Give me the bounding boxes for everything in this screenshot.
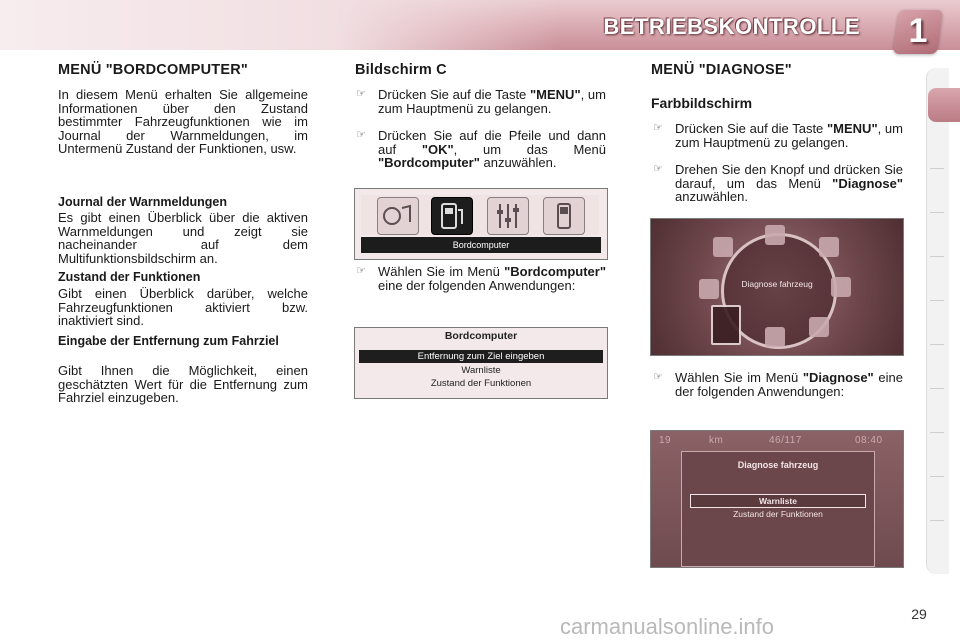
tab-divider xyxy=(930,168,944,169)
section-text-zustand: Gibt einen Überblick darüber, welche Fahrzeugfunktionen aktiviert bzw. inaktiviert sind. xyxy=(58,286,308,329)
col1-intro: In diesem Menü erhalten Sie allgemeine Informationen über den Zustand bestimmter Fahrzeugfunktionen wie im Journal der Warnmeldungen, im Untermenü Zustand der Funktionen, usw. xyxy=(58,87,308,157)
col1-heading: MENÜ "BORDCOMPUTER" xyxy=(58,62,248,78)
tab-divider xyxy=(930,432,944,433)
col3-step-select: ☞ Wählen Sie im Menü "Diagnose" eine der folgenden Anwendungen: xyxy=(653,370,903,399)
section-title-journal: Journal der Warnmeldungen xyxy=(58,195,228,209)
col3-subheading: Farbbildschirm xyxy=(651,95,753,111)
section-text-journal: Es gibt einen Überblick über die aktiven Warnmeldungen und zeigt sie nacheinander auf dem Multifunktionsbildschirm an. xyxy=(58,210,308,266)
diagnose-item-zustand[interactable]: Zustand der Funktionen xyxy=(733,509,823,519)
section-title-entfernung: Eingabe der Entfernung zum Fahrziel xyxy=(58,334,279,348)
page-title: BETRIEBSKONTROLLE xyxy=(603,14,860,39)
pointing-hand-icon: ☞ xyxy=(356,129,366,141)
col2-heading: Bildschirm C xyxy=(355,62,447,78)
watermark: carmanualsonline.info xyxy=(560,614,775,639)
tab-divider xyxy=(930,300,944,301)
audio-icon[interactable] xyxy=(713,237,733,257)
tab-divider xyxy=(930,388,944,389)
col3-step-knob: ☞ Drehen Sie den Knopf und drücken Sie darauf, um das Menü "Diagnose" anzuwählen. xyxy=(653,162,903,205)
warning-icon[interactable] xyxy=(765,225,785,245)
col2-step-menu: ☞ Drücken Sie auf die Taste "MENU", um zum Hauptmenü zu gelangen. xyxy=(356,87,606,116)
diagnose-icon[interactable] xyxy=(711,305,741,345)
settings-icon[interactable] xyxy=(831,277,851,297)
pointing-hand-icon: ☞ xyxy=(356,265,366,277)
status-unit: km xyxy=(709,435,724,446)
chapter-number: 1 xyxy=(908,12,928,50)
submenu-title: Bordcomputer xyxy=(444,330,518,342)
tab-divider xyxy=(930,212,944,213)
submenu-item-zustand[interactable]: Zustand der Funktionen xyxy=(430,378,532,389)
screen-diagnose-dial xyxy=(650,218,904,356)
status-bar xyxy=(659,435,895,451)
compass-icon[interactable] xyxy=(699,279,719,299)
navigation-icon[interactable] xyxy=(819,237,839,257)
status-temp: 19 xyxy=(659,435,672,446)
col3-step-menu: ☞ Drücken Sie auf die Taste "MENU", um zum Hauptmenü zu gelangen. xyxy=(653,121,903,150)
trip-computer-icon[interactable] xyxy=(431,197,473,235)
col2-step-ok: ☞ Drücken Sie auf die Pfeile und dann auf "OK", um das Menü "Bordcomputer" anzuwählen. xyxy=(356,128,606,171)
pointing-hand-icon: ☞ xyxy=(653,163,663,175)
screen-c-main-menu xyxy=(354,188,608,260)
vehicle-icon[interactable] xyxy=(765,327,785,347)
pointing-hand-icon: ☞ xyxy=(356,88,366,100)
media-icon[interactable] xyxy=(377,197,419,235)
submenu-item-entfernung[interactable]: Entfernung zum Ziel eingeben xyxy=(359,350,603,363)
section-text-entfernung: Gibt Ihnen die Möglichkeit, einen geschätzten Wert für die Entfernung zum Fahrziel einzugeben. xyxy=(58,363,308,406)
col3-heading: MENÜ "DIAGNOSE" xyxy=(651,62,792,78)
diagnose-panel xyxy=(681,451,875,567)
screen-bordcomputer-menu xyxy=(354,327,608,399)
status-clock: 08:40 xyxy=(855,435,883,446)
settings-sliders-icon[interactable] xyxy=(487,197,529,235)
tab-divider xyxy=(930,344,944,345)
chapter-tab-active[interactable] xyxy=(928,88,960,122)
pointing-hand-icon: ☞ xyxy=(653,371,663,383)
page-number: 29 xyxy=(911,606,927,622)
diagnose-item-warnliste[interactable]: Warnliste xyxy=(690,494,866,508)
section-title-zustand: Zustand der Funktionen xyxy=(58,270,201,284)
dial-center-label: Diagnose fahrzeug xyxy=(741,279,813,289)
col2-step-select: ☞ Wählen Sie im Menü "Bordcomputer" eine der folgenden Anwendungen: xyxy=(356,264,606,293)
chapter-tab-strip xyxy=(926,68,949,574)
phone-icon[interactable] xyxy=(543,197,585,235)
tab-divider xyxy=(930,476,944,477)
tab-divider xyxy=(930,520,944,521)
diagnose-panel-title: Diagnose fahrzeug xyxy=(737,460,819,470)
pointing-hand-icon: ☞ xyxy=(653,122,663,134)
screen-diagnose-submenu xyxy=(650,430,904,568)
tab-divider xyxy=(930,256,944,257)
config-sliders-icon[interactable] xyxy=(809,317,829,337)
selected-menu-label: Bordcomputer xyxy=(452,240,510,250)
header-highlight xyxy=(0,0,560,50)
submenu-item-warnliste[interactable]: Warnliste xyxy=(461,365,501,376)
status-frequency: 46/117 xyxy=(769,435,802,446)
